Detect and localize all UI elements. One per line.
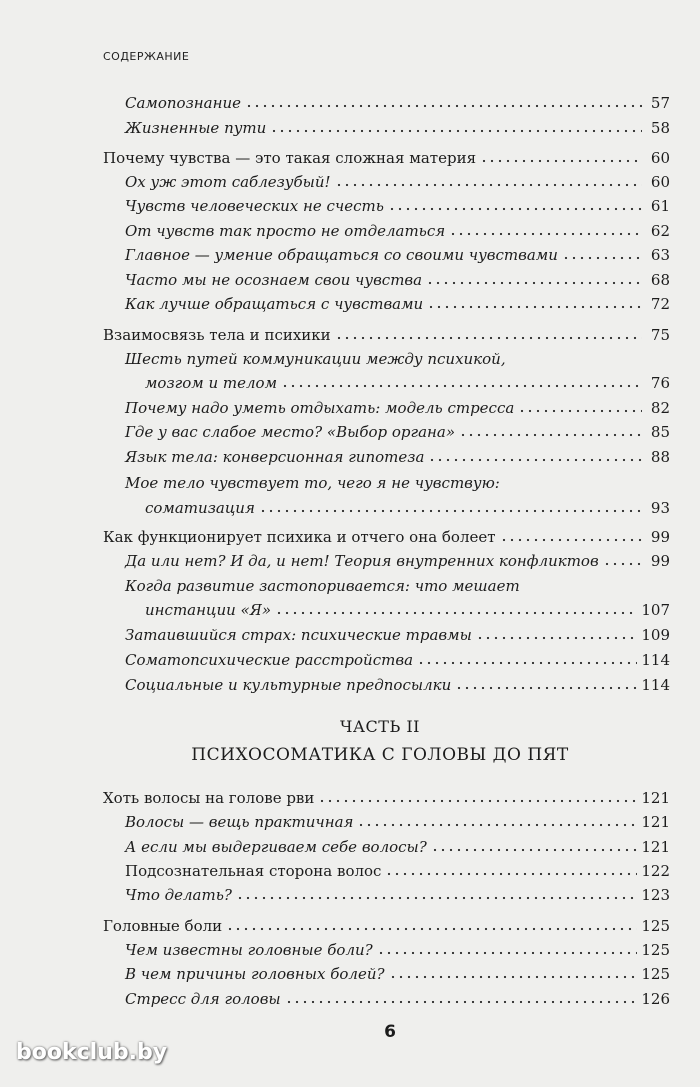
toc-subentry (125, 220, 670, 242)
toc-subentry (125, 860, 670, 882)
toc-page-number: 107 (641, 601, 670, 619)
dot-leader (281, 383, 642, 389)
toc-entry (103, 324, 670, 346)
toc-page-number: 126 (641, 990, 670, 1008)
toc-page-number: 58 (650, 119, 670, 137)
toc-entry-title: Чувств человеческих не счесть (125, 197, 384, 215)
toc-page-number: 82 (650, 399, 670, 417)
toc-subentry (125, 674, 670, 696)
dot-leader (426, 280, 642, 286)
toc-page-number: 121 (641, 789, 670, 807)
toc-page-number: 125 (641, 917, 670, 935)
toc-entry (103, 915, 670, 937)
dot-leader (562, 255, 642, 261)
dot-leader (476, 635, 638, 641)
toc-subentry (125, 117, 670, 139)
dot-leader (270, 128, 642, 134)
toc-subentry (125, 397, 670, 419)
toc-page-number: 76 (650, 374, 670, 392)
dot-leader (428, 457, 642, 463)
toc-page-number: 122 (641, 862, 670, 880)
dot-leader (480, 158, 642, 164)
toc-subentry (125, 836, 670, 858)
dot-leader (335, 335, 642, 341)
toc-subentry (125, 988, 670, 1010)
toc-subentry (125, 195, 670, 217)
toc-page-number: 68 (650, 271, 670, 289)
dot-leader (603, 561, 642, 567)
toc-page-number: 62 (650, 222, 670, 240)
toc-entry (103, 787, 670, 809)
toc-entry-title: Главное — умение обращаться со своими чувствами (125, 246, 558, 264)
dot-leader (285, 999, 638, 1005)
toc-page-number: 99 (650, 552, 670, 570)
part-title: ПСИХОСОМАТИКА С ГОЛОВЫ ДО ПЯТ (191, 745, 569, 765)
toc-entry-title: Социальные и культурные предпосылки (125, 676, 452, 694)
toc-page-number: 57 (650, 94, 670, 112)
toc-subentry (125, 963, 670, 985)
dot-leader (259, 508, 642, 514)
page-number: 6 (384, 1022, 396, 1042)
dot-leader (500, 537, 642, 543)
toc-subentry (125, 171, 670, 193)
toc-entry-title: Жизненные пути (125, 119, 267, 137)
dot-leader (318, 798, 637, 804)
toc-page-number: 99 (650, 528, 670, 546)
toc-entry-title: Ох уж этот саблезубый! (125, 173, 331, 191)
toc-subentry (125, 293, 670, 315)
toc-entry-title: Как функционирует психика и отчего она болеет (103, 528, 496, 546)
toc-page-number: 114 (641, 651, 670, 669)
dot-leader (245, 103, 642, 109)
dot-leader (236, 895, 637, 901)
dot-leader (389, 974, 638, 980)
toc-subentry (125, 421, 670, 443)
toc-subentry (125, 269, 670, 291)
toc-entry-title: Затаившийся страх: психические травмы (125, 626, 472, 644)
toc-subentry (125, 92, 670, 114)
toc-entry-title: Почему чувства — это такая сложная материя (103, 149, 477, 167)
toc-page-number: 121 (641, 813, 670, 831)
toc-entry-title: Язык тела: конверсионная гипотеза (125, 448, 425, 466)
dot-leader (449, 231, 642, 237)
part-label: ЧАСТЬ II (340, 717, 420, 736)
toc-entry-title: Да или нет? И да, и нет! Теория внутренних конфликтов (125, 552, 599, 570)
toc-subentry (125, 649, 670, 671)
toc-entry-title: Где у вас слабое место? «Выбор органа» (125, 423, 456, 441)
dot-leader (518, 408, 642, 414)
toc-page-number: 109 (641, 626, 670, 644)
toc-entry-title: Соматопсихические расстройства (125, 651, 414, 669)
toc-subentry-line: Мое тело чувствует то, чего я не чувствую: (125, 474, 500, 492)
dot-leader (455, 685, 637, 691)
toc-subentry (125, 550, 670, 572)
toc-entry-title: Хоть волосы на голове рви (103, 789, 315, 807)
dot-leader (431, 847, 638, 853)
toc-subentry (145, 372, 670, 394)
toc-page-number: 121 (641, 838, 670, 856)
dot-leader (275, 610, 637, 616)
toc-entry-title: Как лучше обращаться с чувствами (125, 295, 424, 313)
toc-page-number: 123 (641, 886, 670, 904)
toc-entry-title: От чувств так просто не отделаться (125, 222, 446, 240)
dot-leader (427, 304, 642, 310)
toc-entry-title: В чем причины головных болей? (125, 965, 385, 983)
toc-entry-title: Почему надо уметь отдыхать: модель стресса (125, 399, 515, 417)
dot-leader (226, 926, 637, 932)
toc-entry-title: Волосы — вещь практичная (125, 813, 354, 831)
toc-page-number: 60 (650, 173, 670, 191)
toc-subentry (145, 497, 670, 519)
toc-subentry (125, 446, 670, 468)
toc-page-number: 93 (650, 499, 670, 517)
dot-leader (388, 206, 642, 212)
toc-entry-title: А если мы выдергиваем себе волосы? (125, 838, 427, 856)
toc-entry-title: соматизация (145, 499, 255, 517)
toc-entry-title: мозгом и телом (145, 374, 278, 392)
toc-entry-title: Что делать? (125, 886, 232, 904)
toc-entry-title: Чем известны головные боли? (125, 941, 373, 959)
dot-leader (385, 871, 637, 877)
toc-subentry-line: Когда развитие застопоривается: что мешает (125, 577, 520, 595)
running-header: СОДЕРЖАНИЕ (103, 50, 190, 63)
toc-page-number: 61 (650, 197, 670, 215)
toc-page-number: 125 (641, 941, 670, 959)
toc-subentry-line: Шесть путей коммуникации между психикой, (125, 350, 506, 368)
toc-subentry (125, 244, 670, 266)
toc-entry-title: Часто мы не осознаем свои чувства (125, 271, 423, 289)
toc-page-number: 88 (650, 448, 670, 466)
watermark: bookclub.by (16, 1040, 168, 1065)
toc-page-number: 114 (641, 676, 670, 694)
toc-subentry (125, 811, 670, 833)
dot-leader (417, 660, 637, 666)
toc-entry (103, 526, 670, 548)
toc-entry-title: Самопознание (125, 94, 242, 112)
toc-page-number: 75 (650, 326, 670, 344)
toc-page-number: 72 (650, 295, 670, 313)
toc-page-number: 125 (641, 965, 670, 983)
toc-entry-title: Стресс для головы (125, 990, 281, 1008)
toc-page-number: 63 (650, 246, 670, 264)
dot-leader (335, 182, 642, 188)
toc-entry-title: Головные боли (103, 917, 223, 935)
toc-subentry (125, 939, 670, 961)
toc-entry-title: Взаимосвязь тела и психики (103, 326, 331, 344)
toc-entry-title: инстанции «Я» (145, 601, 272, 619)
toc-subentry (145, 599, 670, 621)
dot-leader (377, 950, 638, 956)
dot-leader (357, 822, 637, 828)
toc-subentry (125, 624, 670, 646)
toc-page-number: 60 (650, 149, 670, 167)
toc-entry (103, 147, 670, 169)
toc-entry-title: Подсознательная сторона волос (125, 862, 382, 880)
toc-subentry (125, 884, 670, 906)
dot-leader (459, 432, 642, 438)
toc-page-number: 85 (650, 423, 670, 441)
